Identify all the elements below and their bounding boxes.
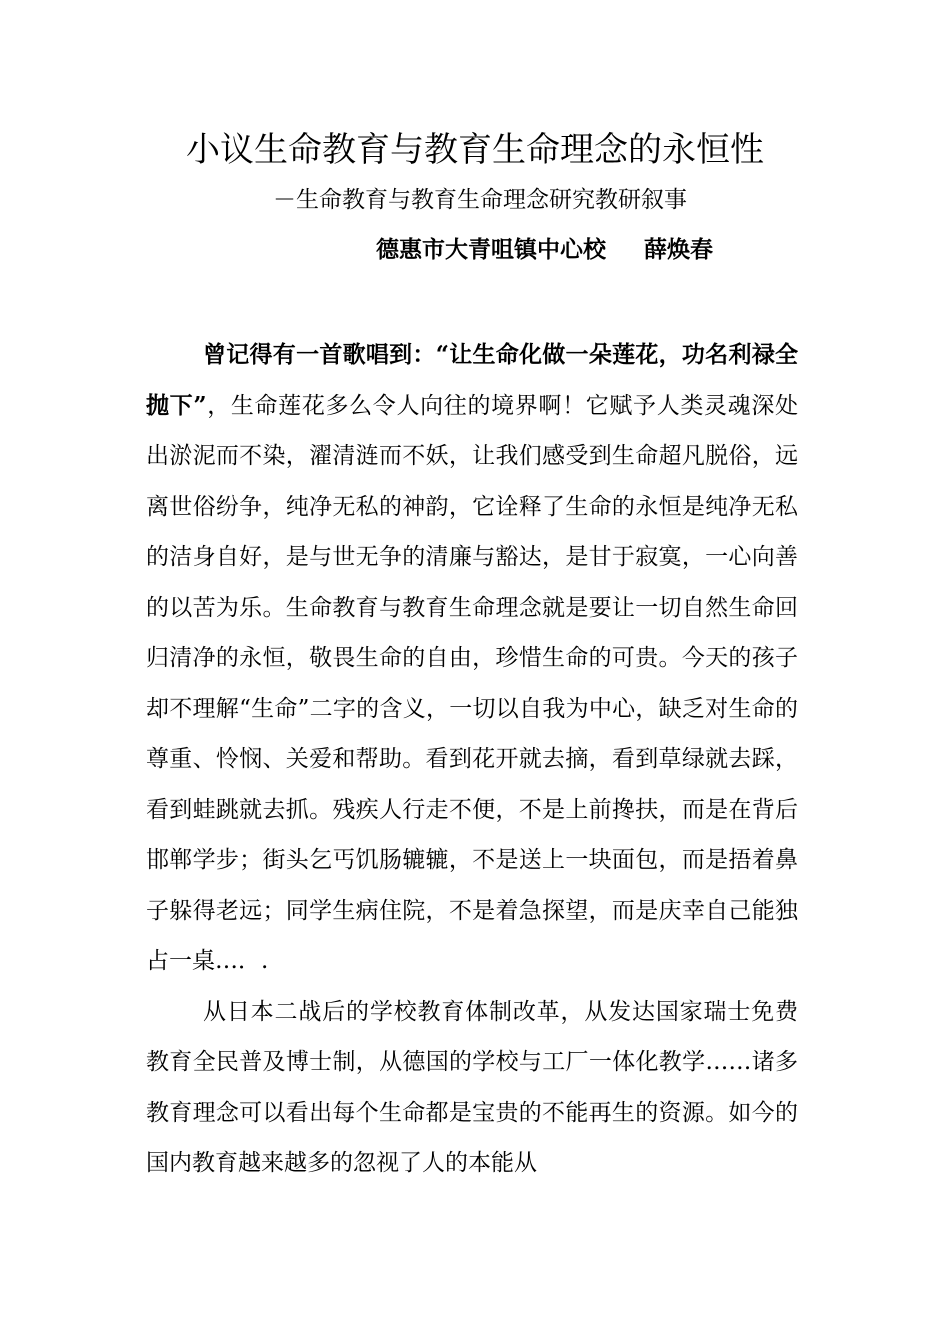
paragraph-2 bbox=[146, 987, 798, 1189]
paragraph-1-lead: 曾记得有一首歌唱到：“让生命化做一朵莲花，功名利禄全抛下” bbox=[146, 341, 798, 419]
document-subtitle: －生命教育与教育生命理念研究教研叙事 bbox=[273, 187, 687, 213]
paragraph-2-text: 从日本二战后的学校教育体制改革，从发达国家瑞士免费教育全民普及博士制，从德国的学校与工厂一体化教学……诸多教育理念可以看出每个生命都是宝贵的不能再生的资源。如今的国内教育越来越多的忽视了人的本能从 bbox=[146, 998, 798, 1176]
byline bbox=[376, 230, 713, 270]
document-title: 小议生命教育与教育生命理念的永恒性 bbox=[186, 130, 764, 170]
byline-school: 德惠市大青咀镇中心校 bbox=[376, 236, 606, 263]
byline-author: 薛焕春 bbox=[644, 236, 713, 263]
paragraph-1 bbox=[146, 330, 798, 987]
paragraph-1-text: ，生命莲花多么令人向往的境界啊！它赋予人类灵魂深处出淤泥而不染，濯清涟而不妖，让我们感受到生命超凡脱俗，远离世俗纷争，纯净无私的神韵，它诠释了生命的永恒是纯净无私的洁身自好，是与世无争的清廉与豁达，是甘于寂寞，一心向善的以苦为乐。生命教育与教育生命理念就是要让一切自然生命回归清净的永恒，敬畏生命的自由，珍惜生命的可贵。今天的孩子却不理解“生命”二字的含义，一切以自我为中心，缺乏对生命的尊重、怜悯、关爱和帮助。看到花开就去摘，看到草绿就去踩，看到蛙跳就去抓。残疾人行走不便，不是上前搀扶，而是在背后邯郸学步；街头乞丐饥肠辘辘，不是送上一块面包，而是捂着鼻子躲得老远；同学生病住院，不是着急探望，而是庆幸自己能独占一桌…．. bbox=[146, 392, 798, 974]
document-body bbox=[146, 330, 798, 1189]
